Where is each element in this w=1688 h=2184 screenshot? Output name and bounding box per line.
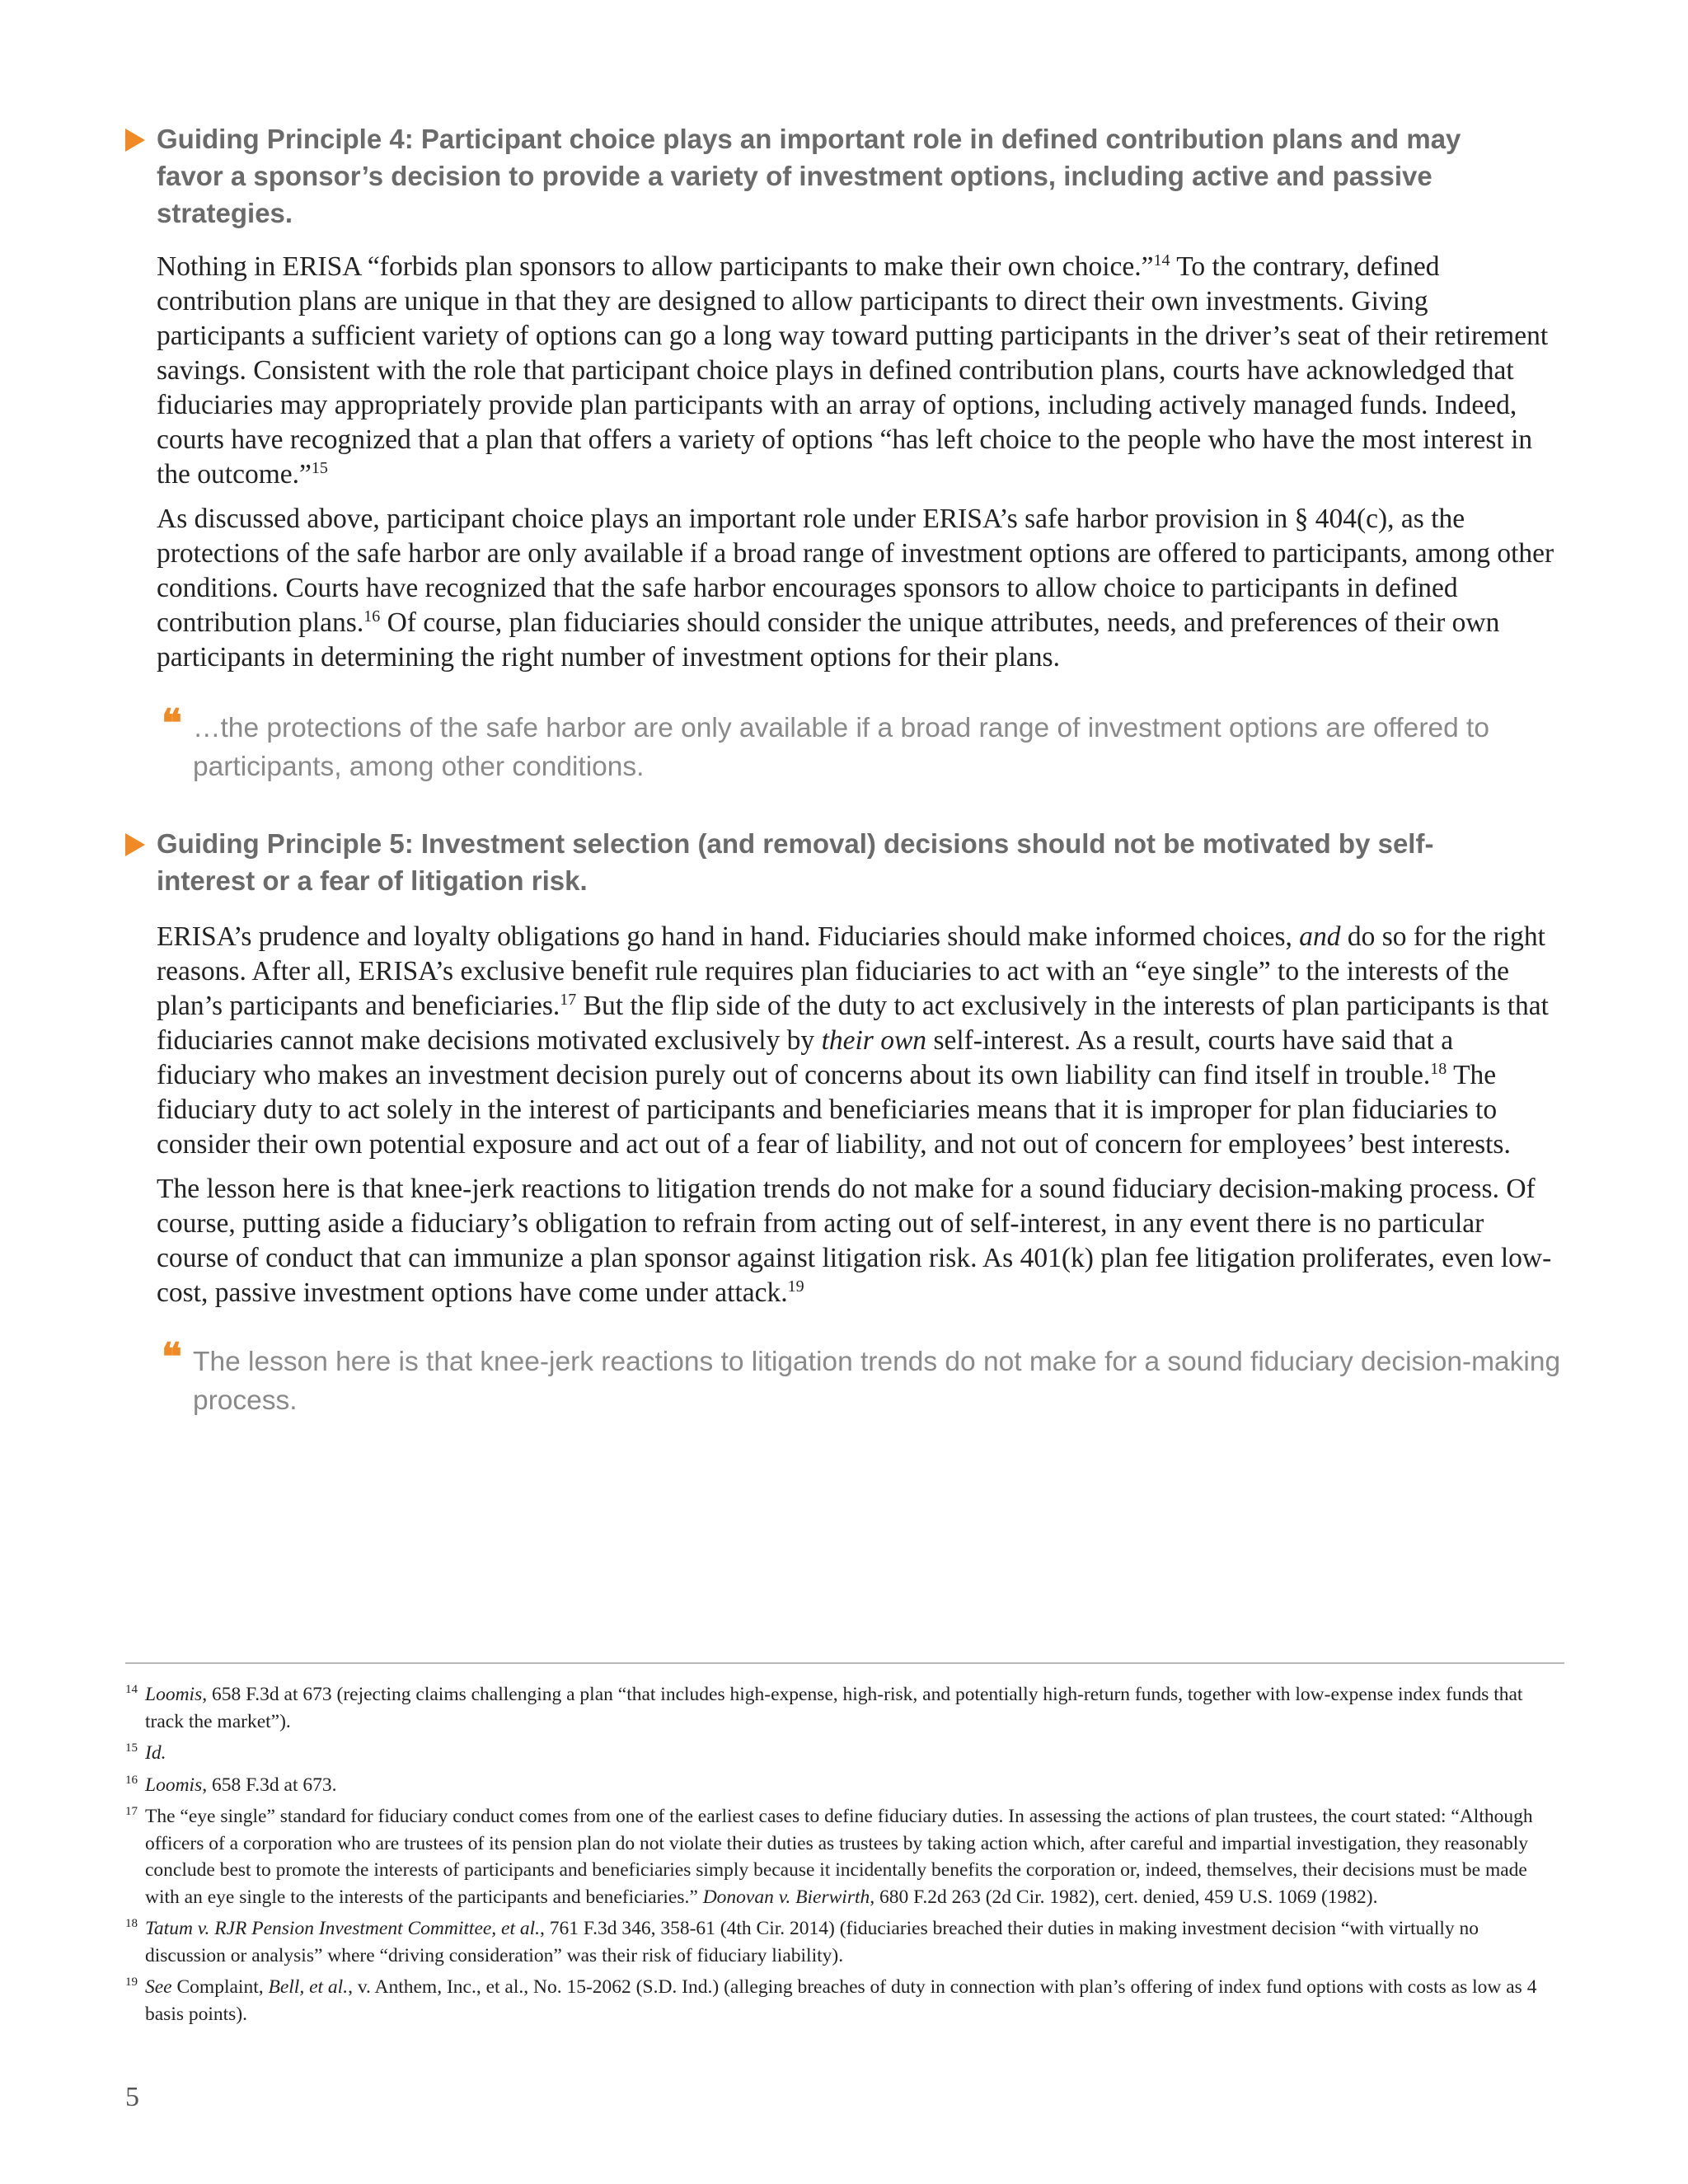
footnote-16: 16 Loomis, 658 F.3d at 673. xyxy=(125,1773,337,1796)
pull-quote-text: The lesson here is that knee-jerk reactions to litigation trends do not make for a sound fiduciary decision-making process. xyxy=(193,1347,1561,1416)
footnote-ref-14[interactable]: 14 xyxy=(1153,251,1170,269)
heading-text: Guiding Principle 5: Investment selection (and removal) decisions should not be motivated by self-interest or a fear of litigation risk. xyxy=(157,828,1434,896)
gp4-paragraph-2: As discussed above, participant choice plays an important role under ERISA’s safe harbor provision in § 404(c), as the protections of the safe harbor are only available if a broad range of investment options are offered to participants, among other conditions. Courts have recognized that the safe harbor encourages sponsors to allow choice to participants in defined contribution plans.$^{16}$ Of course, plan fiduciaries should consider the unique attributes, needs, and preferences of their own participants in determining the right number of investment options for their plans. xyxy=(157,504,1554,673)
gp4-body xyxy=(157,250,1558,685)
footnote-ref-18[interactable]: 18 xyxy=(1430,1060,1447,1078)
guiding-principle-5-heading xyxy=(125,825,1477,899)
quote-mark-icon: ❝ xyxy=(162,701,182,745)
footnote-15: 15 Id. xyxy=(125,1741,166,1764)
gp4-paragraph-1: Nothing in ERISA “forbids plan sponsors to allow participants to make their own choice.”$^{14}$ To the contrary, defined contribution plans are unique in that they are designed to allow participants to direct their own investments. Giving participants a sufficient variety of options can go a long way toward putting participants in the driver’s seat of their retirement savings. Consistent with the role that participant choice plays in defined contribution plans, courts have acknowledged that fiduciaries may appropriately provide plan participants with an array of options, including actively managed funds. Indeed, courts have recognized that a plan that offers a variety of options “has left choice to the people who have the most interest in the outcome.”$^{15}$ xyxy=(157,251,1549,490)
footnotes xyxy=(125,1681,1559,2032)
gp5-paragraph-2: The lesson here is that knee-jerk reactions to litigation trends do not make for a sound fiduciary decision-making process. Of course, putting aside a fiduciary’s obligation to refrain from acting out of self-interest, in any event there is no particular course of conduct that can immunize a plan sponsor against litigation risk. As 401(k) plan fee litigation proliferates, even low-cost, passive investment options have come under attack.$^{19}$ xyxy=(157,1174,1552,1308)
heading-text: Guiding Principle 4: Participant choice plays an important role in defined contribution plans and may favor a sponsor’s decision to provide a variety of investment options, including active and passive strategies. xyxy=(157,124,1461,228)
footnote-divider xyxy=(125,1662,1564,1664)
orange-triangle-bullet-icon xyxy=(125,129,145,152)
footnote-19: 19 See Complaint, Bell, et al., v. Anthem, Inc., et al., No. 15-2062 (S.D. Ind.) (alleging breaches of duty in connection with plan’s offering of index fund options with costs as low as 4 basis points). xyxy=(125,1975,1537,2025)
gp5-paragraph-1: ERISA’s prudence and loyalty obligations go hand in hand. Fiduciaries should make informed choices, and do so for the right reasons. After all, ERISA’s exclusive benefit rule requires plan fiduciaries to act with an “eye single” to the interests of the plan’s participants and beneficiaries.$^{17}$ But the flip side of the duty to act exclusively in the interests of plan participants is that fiduciaries cannot make decisions motivated exclusively by their own self-interest. As a result, courts have said that a fiduciary who makes an investment decision purely out of concerns about its own liability can find itself in trouble.$^{18}$ The fiduciary duty to act solely in the interest of participants and beneficiaries means that it is improper for plan fiduciaries to consider their own potential exposure and act out of a fear of liability, and not out of concern for employees’ best interests. xyxy=(157,921,1549,1160)
footnote-ref-15[interactable]: 15 xyxy=(311,459,328,477)
pull-quote-1 xyxy=(162,701,1563,786)
footnote-18: 18 Tatum v. RJR Pension Investment Committee, et al., 761 F.3d 346, 358-61 (4th Cir. 2014) (fiduciaries breached their duties in making investment decision “with virtually no discussion or analysis” where “driving consideration” was their risk of fiduciary liability). xyxy=(125,1917,1479,1966)
footnote-ref-16[interactable]: 16 xyxy=(363,607,381,626)
guiding-principle-4-heading xyxy=(125,120,1477,232)
footnote-ref-19[interactable]: 19 xyxy=(787,1277,804,1296)
footnote-ref-17[interactable]: 17 xyxy=(560,991,577,1009)
gp5-body xyxy=(157,920,1558,1320)
pull-quote-2 xyxy=(162,1334,1563,1420)
footnote-17: 17 The “eye single” standard for fiduciary conduct comes from one of the earliest cases to define fiduciary duties. In assessing the actions of plan trustees, the court stated: “Although officers of a corporation who are trustees of its pension plan do not violate their duties as trustees by taking action which, after careful and impartial investigation, they reasonably conclude best to promote the interests of participants and beneficiaries simply because it incidentally benefits the corporation or, indeed, themselves, their decisions must be made with an eye single to the interests of the participants and beneficiaries.” Donovan v. Bierwirth, 680 F.2d 263 (2d Cir. 1982), cert. denied, 459 U.S. 1069 (1982). xyxy=(125,1805,1533,1908)
pull-quote-text: …the protections of the safe harbor are only available if a broad range of investment options are offered to participants, among other conditions. xyxy=(193,713,1489,782)
orange-triangle-bullet-icon xyxy=(125,833,145,856)
quote-mark-icon: ❝ xyxy=(162,1334,182,1379)
footnote-14: 14 Loomis, 658 F.3d at 673 (rejecting claims challenging a plan “that includes high-expense, high-risk, and potentially high-return funds, together with low-expense index funds that track the market”). xyxy=(125,1683,1523,1732)
page-number: 5 xyxy=(125,2082,139,2112)
